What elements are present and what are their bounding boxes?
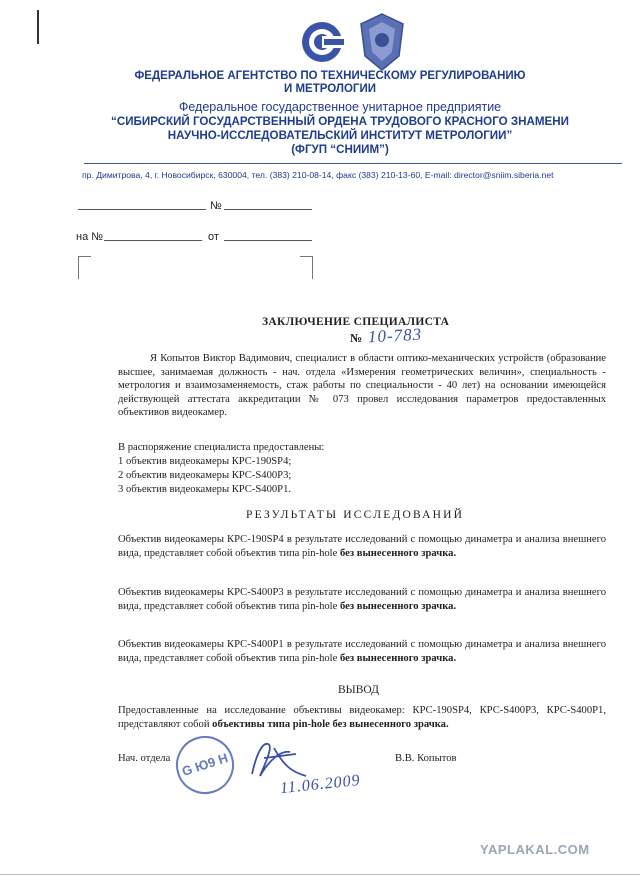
address-corner-left <box>78 256 91 279</box>
order-emblem-icon <box>357 12 407 72</box>
number-label: № <box>350 331 363 345</box>
result-3-bold: без вынесенного зрачка. <box>339 652 457 664</box>
org-line-1: Федеральное государственное унитарное предприятие <box>178 100 502 114</box>
result-3-text: Объектив видеокамеры КРС-S400P1 в результате исследований с помощью динаметра и анализа внешнего вида, представляет собой объектив типа pin-hole <box>118 639 606 664</box>
incoming-number-line <box>104 240 202 241</box>
result-2-text: Объектив видеокамеры КРС-S400P3 в результате исследований с помощью динаметра и анализа внешнего вида, представляет собой объектив типа pin-hole <box>118 587 606 612</box>
address-line: пр. Димитрова, 4, г. Новосибирск, 630004, тел. (383) 210-08-14, факс (383) 210-13-60, E-mail: director@sniim.siberia.net <box>82 170 554 180</box>
address-corner-right <box>300 256 313 279</box>
header-rule <box>84 163 622 164</box>
result-2-bold: без вынесенного зрачка. <box>339 600 457 612</box>
result-paragraph-3 <box>118 638 606 665</box>
intro-paragraph: Я Копытов Виктор Вадимович, специалист в области оптико-механических устройств (образование высшее, занимаемая должность - нач. отдела «Измерения геометрических величин», специальность - метрология и взаимозаменяемость, стаж работы по специальности - 40 лет) на основании имеющейся действующей аттестата аккредитации № 073 провел исследования параметров предоставленных объективов видеокамер. <box>118 353 606 419</box>
agency-line-2: И МЕТРОЛОГИИ <box>284 83 376 95</box>
provided-item-3: 3 объектив видеокамеры КРС-S400P1. <box>118 484 292 495</box>
conclusion-text: Предоставленные на исследование объективы видеокамер: КРС-190SP4, КРС-S400P3, КРС-S400P1, представляют собой <box>118 705 606 730</box>
outgoing-number-value-line <box>224 209 312 210</box>
stamp <box>168 728 241 801</box>
org-name <box>40 100 640 157</box>
conclusion-heading: ВЫВОД <box>338 684 379 696</box>
incoming-date-line <box>224 240 312 241</box>
provided-intro: В распоряжение специалиста предоставлены: <box>118 442 325 453</box>
bottom-edge <box>0 874 640 875</box>
result-1-text: Объектив видеокамеры КРС-190SP4 в результате исследований с помощью динаметра и анализа внешнего вида, представляет собой объектив типа pin-hole <box>118 534 606 559</box>
org-line-4: (ФГУП “СНИИМ”) <box>291 143 389 156</box>
on-no-label: на № <box>76 231 104 243</box>
sniim-logo-icon <box>296 18 352 66</box>
watermark: YAPLAKAL.COM <box>480 842 590 857</box>
result-paragraph-1 <box>118 533 606 560</box>
results-heading: РЕЗУЛЬТАТЫ ИССЛЕДОВАНИЙ <box>246 509 465 521</box>
result-1-bold: без вынесенного зрачка. <box>339 547 457 559</box>
provided-item-2: 2 объектив видеокамеры КРС-S400P3; <box>118 470 292 481</box>
conclusion-paragraph <box>118 704 606 731</box>
provided-item-1: 1 объектив видеокамеры КРС-190SP4; <box>118 456 292 467</box>
org-line-2: “СИБИРСКИЙ ГОСУДАРСТВЕННЫЙ ОРДЕНА ТРУДОВОГО КРАСНОГО ЗНАМЕНИ <box>111 115 569 128</box>
stamp-text: G Ю9 Н <box>179 750 230 779</box>
agency-name <box>100 70 560 96</box>
margin-mark <box>37 10 39 44</box>
agency-line-1: ФЕДЕРАЛЬНОЕ АГЕНТСТВО ПО ТЕХНИЧЕСКОМУ РЕГУЛИРОВАНИЮ <box>134 70 526 82</box>
handwritten-number: 10-783 <box>367 324 423 347</box>
result-paragraph-2 <box>118 586 606 613</box>
signature-position: Нач. отдела <box>118 753 171 764</box>
signature-name: В.В. Копытов <box>395 753 457 764</box>
outgoing-number-line <box>78 209 206 210</box>
document-title: ЗАКЛЮЧЕНИЕ СПЕЦИАЛИСТА <box>262 316 450 328</box>
from-label: от <box>208 231 219 243</box>
org-line-3: НАУЧНО-ИССЛЕДОВАТЕЛЬСКИЙ ИНСТИТУТ МЕТРОЛОГИИ” <box>167 129 513 142</box>
conclusion-bold: объективы типа pin-hole без вынесенного зрачка. <box>212 718 449 730</box>
handwritten-date: 11.06.2009 <box>279 771 362 798</box>
no-label: № <box>210 200 222 212</box>
